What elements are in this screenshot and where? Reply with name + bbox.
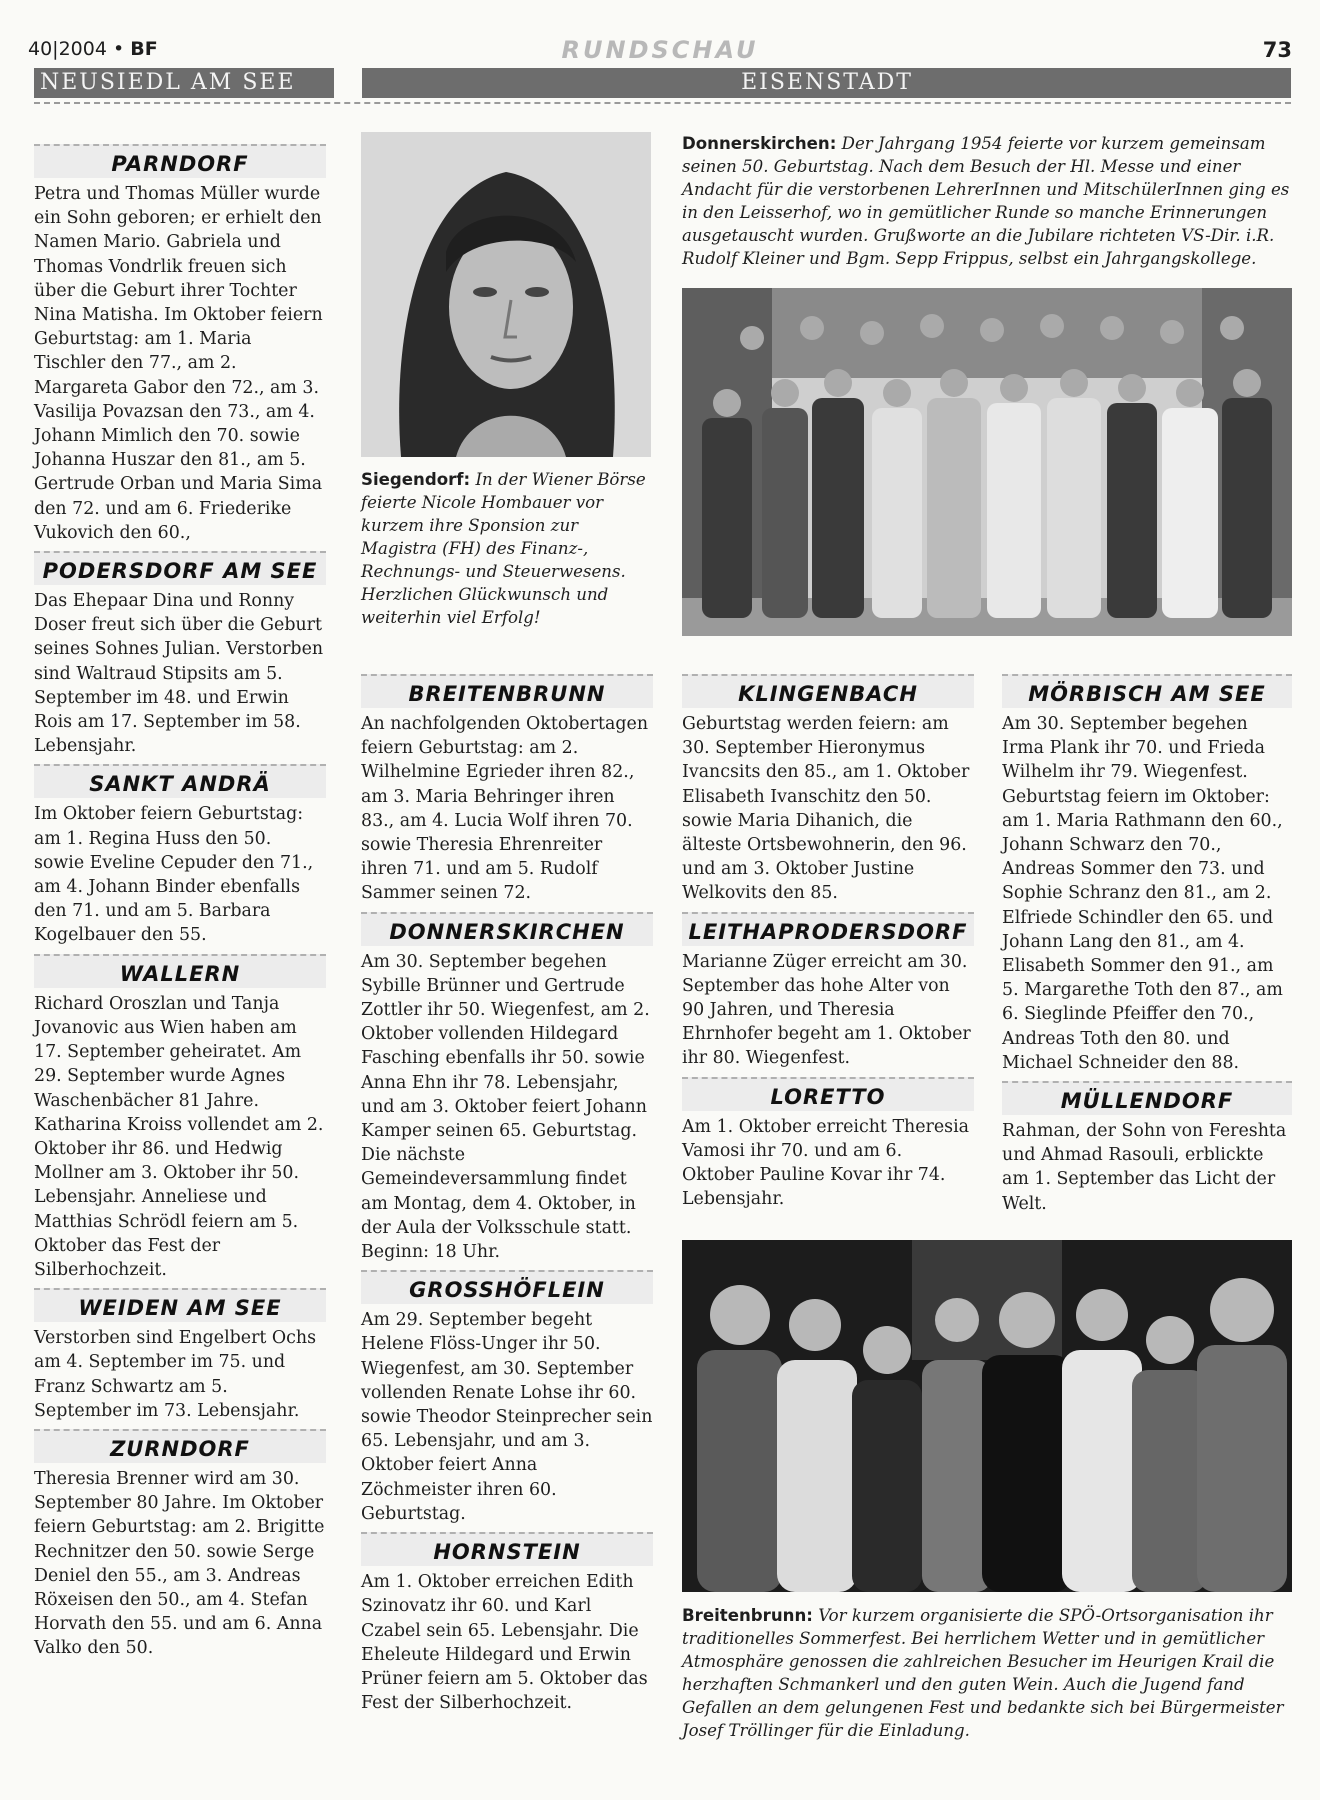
section-text: Am 30. September begehen Irma Plank ihr 70. und Frieda Wilhelm ihr 79. Wiegenfest. Geburtstag feiern im Oktober: am 1. Maria Rathmann den 60., Johann Schwarz den 70., Andreas Sommer den 73. und Sophie Schranz den 81., am 2. Elfriede Schindler den 65. und Johann Lang den 81., am 4. Elisabeth Sommer den 91., am 5. Margarethe Toth den 87., am 6. Sieglinde Pfeiffer den 70., Andreas Toth den 80. und Michael Schneider den 88. <box>1002 714 1283 1073</box>
section-text: Verstorben sind Engelbert Ochs am 4. September im 75. und Franz Schwartz am 5. September im 73. Lebensjahr. <box>34 1328 317 1421</box>
caption-text: Der Jahrgang 1954 feierte vor kurzem gemeinsam seinen 50. Geburtstag. Nach dem Besuch der Hl. Messe und einer Andacht für die verstorbenen LehrerInnen und MitschülerInnen ging es in den Leisserhof, wo in gemütlicher Runde so manche Erinnerungen ausgetauscht wurden. Grußworte an die Jubilare richteten VS-Dir. i.R. Rudolf Kleiner und Bgm. Sepp Frippus, selbst ein Jahrgangskollege. <box>682 134 1290 268</box>
column-1 <box>34 138 326 1661</box>
article-grosshoeflein <box>361 1270 653 1526</box>
section-title: GROSSHÖFLEIN <box>361 1270 653 1304</box>
article-parndorf <box>34 144 326 545</box>
section-text: Am 1. Oktober erreichen Edith Szinovatz ihr 60. und Karl Czabel sein 65. Lebensjahr. Die Eheleute Hildegard und Erwin Prüner feiern am 5. Oktober das Fest der Silberhochzeit. <box>361 1572 648 1714</box>
section-text: Am 30. September begehen Sybille Brünner und Gertrude Zottler ihr 50. Wiegenfest, am 2. Oktober vollenden Hildegard Fasching ebenfalls ihr 50. sowie Anna Ehn ihr 78. Lebensjahr, und am 3. Oktober feiert Johann Kamper seinen 65. Geburtstag. Die nächste Gemeindeversammlung findet am Montag, dem 4. Oktober, in der Aula der Volksschule statt. Beginn: 18 Uhr. <box>361 951 650 1263</box>
section-title: LEITHAPRODERSDORF <box>682 912 974 946</box>
section-title: PODERSDORF AM SEE <box>34 551 326 585</box>
caption-place: Donnerskirchen: <box>682 134 837 153</box>
column-4 <box>1002 668 1292 1216</box>
article-breitenbrunn <box>361 674 653 906</box>
region-band-left: NEUSIEDL AM SEE <box>34 68 368 98</box>
sommerfest-caption <box>682 1604 1292 1742</box>
article-klingenbach <box>682 674 974 906</box>
section-title: DONNERSKIRCHEN <box>361 912 653 946</box>
region-band-right: EISENSTADT <box>363 68 1291 98</box>
caption-place: Siegendorf: <box>361 470 471 489</box>
article-podersdorf <box>34 551 326 758</box>
column-3 <box>682 668 974 1211</box>
section-text: Rahman, der Sohn von Fereshta und Ahmad Rasouli, erblickte am 1. September das Licht der Welt. <box>1002 1121 1287 1214</box>
article-loretto <box>682 1077 974 1212</box>
section-title: WALLERN <box>34 954 326 988</box>
portrait-caption <box>361 468 653 629</box>
paper-name: BF <box>130 38 158 60</box>
section-text: Marianne Züger erreicht am 30. September das hohe Alter von 90 Jahren, und Theresia Ehrnhofer begeht am 1. Oktober ihr 80. Wiegenfest. <box>682 951 971 1069</box>
section-title: MÜLLENDORF <box>1002 1081 1292 1115</box>
article-muellendorf <box>1002 1081 1292 1216</box>
article-hornstein <box>361 1532 653 1715</box>
section-title: SANKT ANDRÄ <box>34 764 326 798</box>
section-text: Am 29. September begeht Helene Flöss-Unger ihr 50. Wiegenfest, am 30. September vollenden Renate Lohse ihr 60. sowie Theodor Steinprecher sein 65. Lebensjahr, und am 3. Oktober feiert Anna Zöchmeister ihren 60. Geburtstag. <box>361 1310 653 1524</box>
section-title: BREITENBRUNN <box>361 674 653 708</box>
article-leithaprodersdorf <box>682 912 974 1071</box>
caption-text: Vor kurzem organisierte die SPÖ-Ortsorganisation ihr traditionelles Sommerfest. Bei herrlichem Wetter und in gemütlicher Atmosphäre genossen die zahlreichen Besucher im Heurigen Krail die herzhaften Schmankerl und den guten Wein. Auch die Jugend fand Gefallen an dem gelungenen Fest und bedankte sich bei Bürgermeister Josef Tröllinger für die Einladung. <box>682 1606 1284 1740</box>
group-photo-caption <box>682 132 1292 270</box>
section-title: WEIDEN AM SEE <box>34 1288 326 1322</box>
section-text: Geburtstag werden feiern: am 30. September Hieronymus Ivancsits den 85., am 1. Oktober Elisabeth Ivanschitz den 50. sowie Maria Dihanich, die älteste Ortsbewohnerin, den 96. und am 3. Oktober Justine Welkovits den 85. <box>682 714 970 904</box>
caption-text: In der Wiener Börse feierte Nicole Hombauer vor kurzem ihre Sponsion zur Magistra (FH) des Finanz-, Rechnungs- und Steuerwesens. Herzlichen Glückwunsch und weiterhin viel Erfolg! <box>361 470 646 627</box>
issue-number: 40|2004 <box>28 38 107 60</box>
article-wallern <box>34 954 326 1282</box>
section-title: MÖRBISCH AM SEE <box>1002 674 1292 708</box>
page-header <box>28 38 1292 64</box>
band-separator <box>334 68 362 98</box>
page-number: 73 <box>1262 38 1292 62</box>
article-moerbisch <box>1002 674 1292 1075</box>
section-title: KLINGENBACH <box>682 674 974 708</box>
section-title: HORNSTEIN <box>361 1532 653 1566</box>
portrait-photo <box>361 132 651 457</box>
caption-place: Breitenbrunn: <box>682 1606 813 1625</box>
article-donnerskirchen <box>361 912 653 1265</box>
article-sankt-andrae <box>34 764 326 947</box>
header-dashed-rule <box>34 102 1291 104</box>
section-text: Richard Oroszlan und Tanja Jovanovic aus Wien haben am 17. September geheiratet. Am 29. September wurde Agnes Waschenbächer 81 Jahre. Katharina Kroiss vollendet am 2. Oktober ihr 86. und Hedwig Mollner am 3. Oktober ihr 50. Lebensjahr. Anneliese und Matthias Schrödl feiern am 5. Oktober das Fest der Silberhochzeit. <box>34 993 324 1280</box>
sommerfest-photo <box>682 1240 1292 1592</box>
section-text: An nachfolgenden Oktobertagen feiern Geburtstag: am 2. Wilhelmine Egrieder ihren 82., am 3. Maria Behringer ihren 83., am 4. Lucia Wolf ihren 70. sowie Theresia Ehrenreiter ihren 71. und am 5. Rudolf Sammer seinen 72. <box>361 714 649 904</box>
section-text: Das Ehepaar Dina und Ronny Doser freut sich über die Geburt seines Sohnes Julian. Verstorben sind Waltraud Stipsits am 5. September im 48. und Erwin Rois am 17. September im 58. Lebensjahr. <box>34 591 324 757</box>
section-text: Im Oktober feiern Geburtstag: am 1. Regina Huss den 50. sowie Eveline Cepuder den 71., am 4. Johann Binder ebenfalls den 71. und am 5. Barbara Kogelbauer den 55. <box>34 804 314 946</box>
section-text: Theresia Brenner wird am 30. September 80 Jahre. Im Oktober feiern Geburtstag: am 2. Brigitte Rechnitzer den 50. sowie Serge Deniel den 55., am 3. Andreas Röxeisen den 50., am 4. Stefan Horvath den 55. und am 6. Anna Valko den 50. <box>34 1468 325 1659</box>
section-text: Petra und Thomas Müller wurde ein Sohn geboren; er erhielt den Namen Mario. Gabriela und Thomas Vondrlik freuen sich über die Geburt ihrer Tochter Nina Matisha. Im Oktober feiern Geburtstag: am 1. Maria Tischler den 77., am 2. Margareta Gabor den 72., am 3. Vasilija Povazsan den 73., am 4. Johann Mimlich den 70. sowie Johanna Huszar den 81., am 5. Gertrude Orban und Maria Sima den 72. und am 6. Friederike Vukovich den 60., <box>34 184 323 543</box>
issue-info: 40|2004 • BF <box>28 38 158 60</box>
section-title: PARNDORF <box>34 144 326 178</box>
section-title: LORETTO <box>682 1077 974 1111</box>
article-weiden <box>34 1288 326 1423</box>
section-title: ZURNDORF <box>34 1429 326 1463</box>
section-masthead: RUNDSCHAU <box>561 36 759 64</box>
column-2 <box>361 668 653 1715</box>
group-photo <box>682 288 1292 636</box>
section-text: Am 1. Oktober erreicht Theresia Vamosi ihr 70. und am 6. Oktober Pauline Kovar ihr 74. Lebensjahr. <box>682 1116 969 1210</box>
article-zurndorf <box>34 1429 326 1661</box>
